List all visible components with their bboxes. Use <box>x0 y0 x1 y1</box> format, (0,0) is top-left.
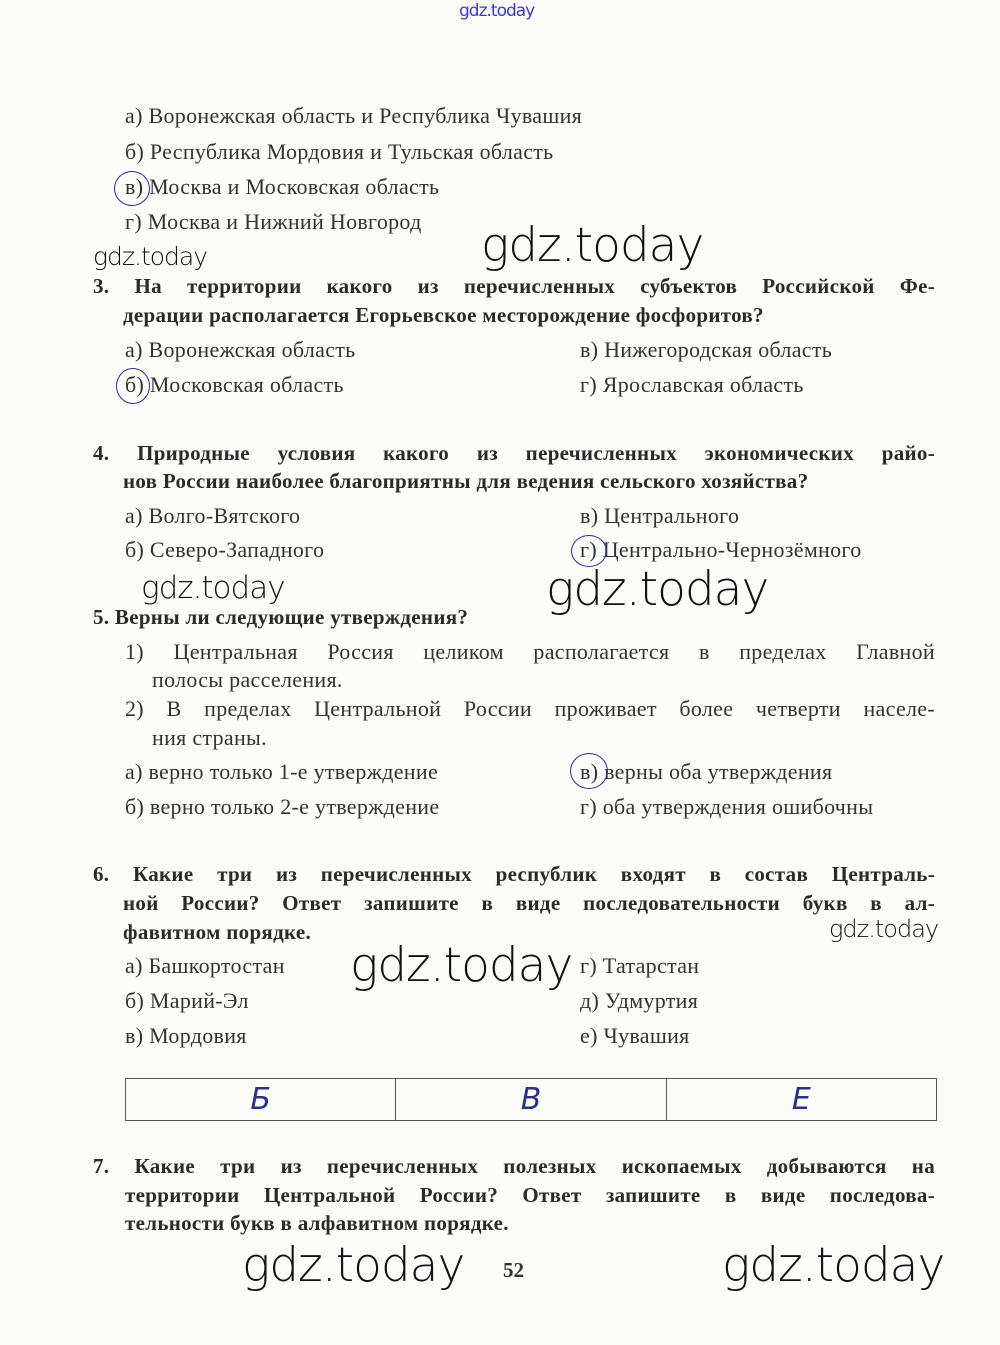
question-text: территории Центральной России? Ответ запишите в виде последова- <box>125 1183 935 1207</box>
statement: 2) В пределах Центральной России проживает более четверти населе- <box>125 696 935 721</box>
option-selected: в) Москва и Московская область <box>125 174 440 199</box>
page-number: 52 <box>503 1258 524 1282</box>
answer-cell[interactable]: Б <box>126 1079 396 1121</box>
watermark: gdz.today <box>350 938 573 993</box>
question-text: 6. Какие три из перечисленных республик входят в состав Централь- <box>93 862 935 886</box>
answer-cell[interactable]: В <box>396 1079 666 1121</box>
answer-cell[interactable]: Е <box>666 1079 936 1121</box>
watermark: gdz.today <box>141 570 285 606</box>
option: в) Центрального <box>580 503 740 528</box>
watermark: gdz.today <box>459 1 535 21</box>
watermark: gdz.today <box>481 218 704 273</box>
option: г) Ярославская область <box>580 372 804 397</box>
question-text: дерации располагается Егорьевское месторождение фосфоритов? <box>123 303 764 327</box>
question-text: 4. Природные условия какого из перечисленных экономических райо- <box>93 441 935 465</box>
watermark: gdz.today <box>242 1238 465 1293</box>
question-text: ной России? Ответ запишите в виде последовательности букв в ал- <box>123 891 935 915</box>
option: б) Северо-Западного <box>125 537 325 562</box>
option: а) Воронежская область <box>125 337 356 362</box>
option: в) Мордовия <box>125 1023 247 1048</box>
statement: полосы расселения. <box>152 667 343 692</box>
option-selected: г) Центрально-Чернозёмного <box>580 537 862 562</box>
option: г) Москва и Нижний Новгород <box>125 209 422 234</box>
statement: 1) Центральная Россия целиком располагается в пределах Главной <box>125 639 935 664</box>
option: в) Нижегородская область <box>580 337 833 362</box>
watermark: gdz.today <box>722 1238 945 1293</box>
option-selected: в) верны оба утверждения <box>580 759 833 784</box>
answer-circle <box>114 171 150 206</box>
question-text: фавитном порядке. <box>123 920 312 944</box>
option: е) Чувашия <box>580 1023 690 1048</box>
question-text: 5. Верны ли следующие утверждения? <box>93 605 469 629</box>
option: б) верно только 2-е утверждение <box>125 794 440 819</box>
option: г) оба утверждения ошибочны <box>580 794 874 819</box>
answer-table <box>125 1078 937 1121</box>
option: а) верно только 1-е утверждение <box>125 759 439 784</box>
option: б) Республика Мордовия и Тульская область <box>125 139 554 164</box>
watermark: gdz.today <box>93 242 208 271</box>
option: г) Татарстан <box>580 953 700 978</box>
question-text: 7. Какие три из перечисленных полезных ископаемых добываются на <box>93 1154 935 1178</box>
option-selected: б) Московская область <box>125 372 344 397</box>
question-text: нов России наиболее благоприятны для ведения сельского хозяйства? <box>123 469 809 493</box>
option: а) Волго-Вятского <box>125 503 301 528</box>
watermark: gdz.today <box>829 915 939 943</box>
question-text: тельности букв в алфавитном порядке. <box>125 1211 509 1235</box>
option: а) Башкортостан <box>125 953 285 978</box>
option: д) Удмуртия <box>580 988 699 1013</box>
option: б) Марий-Эл <box>125 988 249 1013</box>
statement: ния страны. <box>152 725 267 750</box>
answer-circle <box>116 368 150 404</box>
answer-circle <box>570 753 608 789</box>
option: а) Воронежская область и Республика Чувашия <box>125 103 583 128</box>
watermark: gdz.today <box>546 562 769 617</box>
question-text: 3. На территории какого из перечисленных субъектов Российской Фе- <box>93 274 935 298</box>
